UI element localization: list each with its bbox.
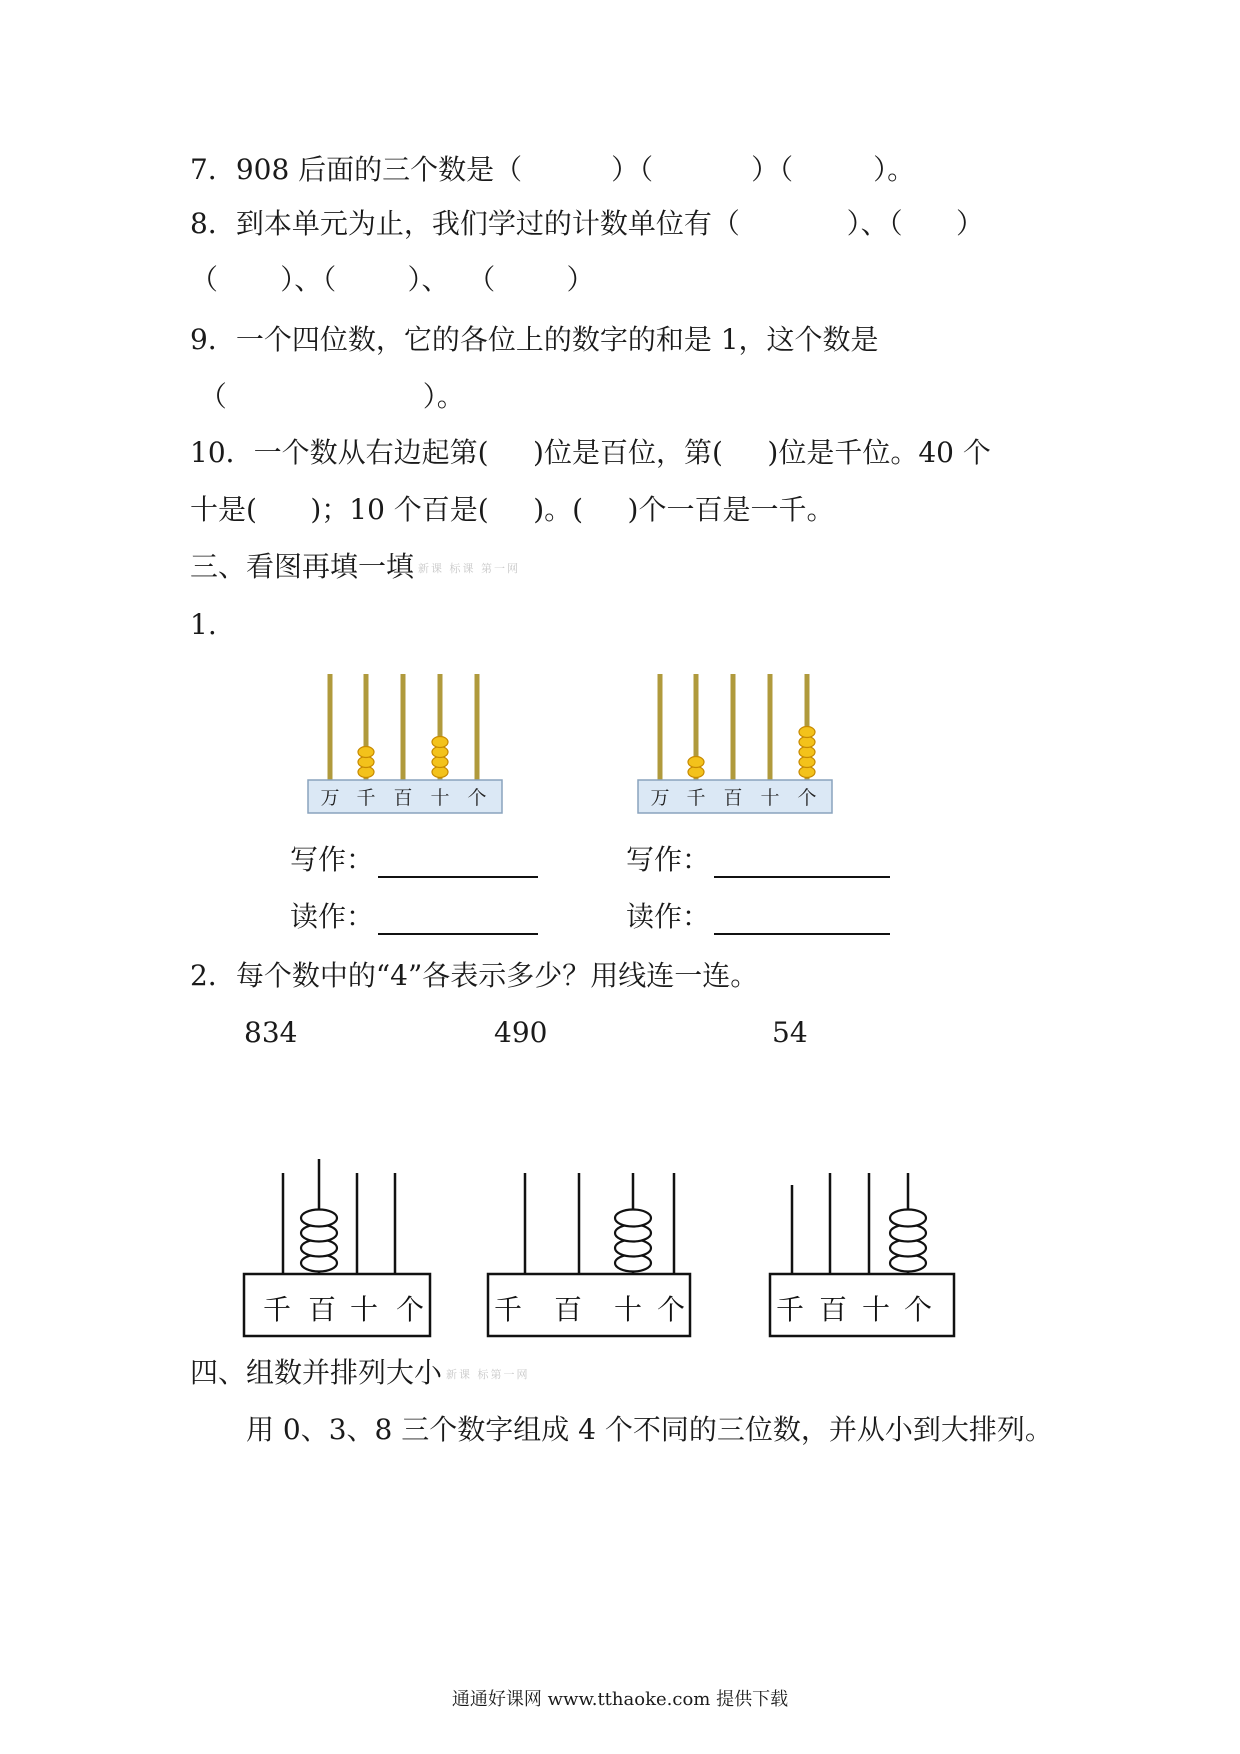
section-3-problem-2: 2．每个数中的“4”各表示多少？用线连一连。 [190,959,759,992]
abacus-3-place-label: 个 [903,1293,933,1326]
abacus-right-place-label: 十 [760,787,780,809]
abacus-left-place-label: 百 [393,787,413,809]
abacus-right-bead [799,747,815,758]
abacus-1-place-label: 个 [395,1293,425,1326]
abacus-line-drawing-2 [486,1155,696,1340]
abacus-1-place-label: 十 [349,1293,379,1326]
abacus-right-bead [799,757,815,768]
abacus-2-place-label: 十 [613,1293,643,1326]
question-8-line-1: 8．到本单元为止，我们学过的计数单位有（ ）、（ ） [190,207,985,240]
question-7: 7．908 后面的三个数是（ ）（ ）（ ）。 [190,153,916,186]
abacus-3-place-label: 千 [775,1293,805,1326]
abacus-2-bead [615,1210,651,1227]
question-10-line-1: 10．一个数从右边起第( )位是百位，第( )位是千位。40 个 [190,436,991,469]
question-9-line-2: （ ）。 [190,380,465,413]
question-10-line-2: 十是( )；10 个百是( )。( )个一百是一千。 [190,493,835,526]
abacus-left-bead [358,757,374,768]
number-490: 490 [494,1016,548,1049]
abacus-left-bead [358,767,374,778]
abacus-right-place-label: 千 [686,787,706,809]
write-label-left: 写作： [290,843,375,876]
abacus-3-place-label: 百 [818,1293,848,1326]
footer-credit: 通通好课网 www.tthaoke.com 提供下载 [451,1689,789,1710]
abacus-right-bead [799,767,815,778]
abacus-left-place-label: 万 [320,787,340,809]
abacus-left-bead [358,747,374,758]
abacus-left-bead [432,747,448,758]
abacus-left-place-label: 个 [467,787,487,809]
abacus-right-rod-0 [658,674,663,780]
abacus-line-drawing-1 [242,1155,437,1340]
abacus-3-place-label: 十 [861,1293,891,1326]
abacus-line-drawing-3 [768,1155,960,1340]
abacus-left-place-label: 千 [356,787,376,809]
abacus-right-bead [688,757,704,768]
write-label-right: 写作： [626,843,711,876]
abacus-diagram-left [300,670,520,820]
section-3-problem-1-label: 1. [190,608,217,641]
abacus-diagram-right [630,670,850,820]
abacus-3-bead [890,1210,926,1227]
abacus-2-place-label: 百 [553,1293,583,1326]
abacus-left-rod-0 [328,674,333,780]
abacus-right-place-label: 万 [650,787,670,809]
section-3-heading [190,547,520,589]
watermark-text: 新课 标第一网 [446,1367,530,1381]
read-label-left: 读作： [290,900,375,933]
watermark-text: 新课 标课 第一网 [418,561,521,575]
section-3-title: 三、看图再填一填 [190,550,415,583]
abacus-left-rod-2 [401,674,406,780]
abacus-left-bead [432,767,448,778]
read-label-right: 读作： [626,900,711,933]
section-4-heading [190,1353,530,1395]
abacus-right-place-label: 个 [797,787,817,809]
number-834: 834 [244,1016,298,1049]
write-answer-line-right[interactable] [714,876,890,878]
abacus-left-bead [432,757,448,768]
abacus-right-rod-3 [768,674,773,780]
read-answer-line-right[interactable] [714,933,890,935]
abacus-right-place-label: 百 [723,787,743,809]
abacus-2-place-label: 千 [493,1293,523,1326]
section-4-instruction: 用 0、3、8 三个数字组成 4 个不同的三位数，并从小到大排列。 [246,1413,1053,1446]
abacus-left-bead [432,737,448,748]
question-8-line-2: （ ）、（ ）、 （ ） [190,263,595,296]
write-answer-line-left[interactable] [378,876,538,878]
abacus-1-place-label: 千 [262,1293,292,1326]
read-answer-line-left[interactable] [378,933,538,935]
number-54: 54 [772,1016,808,1049]
abacus-right-rod-2 [731,674,736,780]
section-4-title: 四、组数并排列大小 [190,1356,443,1389]
question-9-line-1: 9．一个四位数，它的各位上的数字的和是 1，这个数是 [190,323,879,356]
abacus-left-place-label: 十 [430,787,450,809]
abacus-left-rod-4 [475,674,480,780]
abacus-right-bead [799,727,815,738]
abacus-1-place-label: 百 [307,1293,337,1326]
abacus-right-bead [688,767,704,778]
abacus-right-bead [799,737,815,748]
abacus-2-place-label: 个 [656,1293,686,1326]
abacus-1-bead [301,1210,337,1227]
